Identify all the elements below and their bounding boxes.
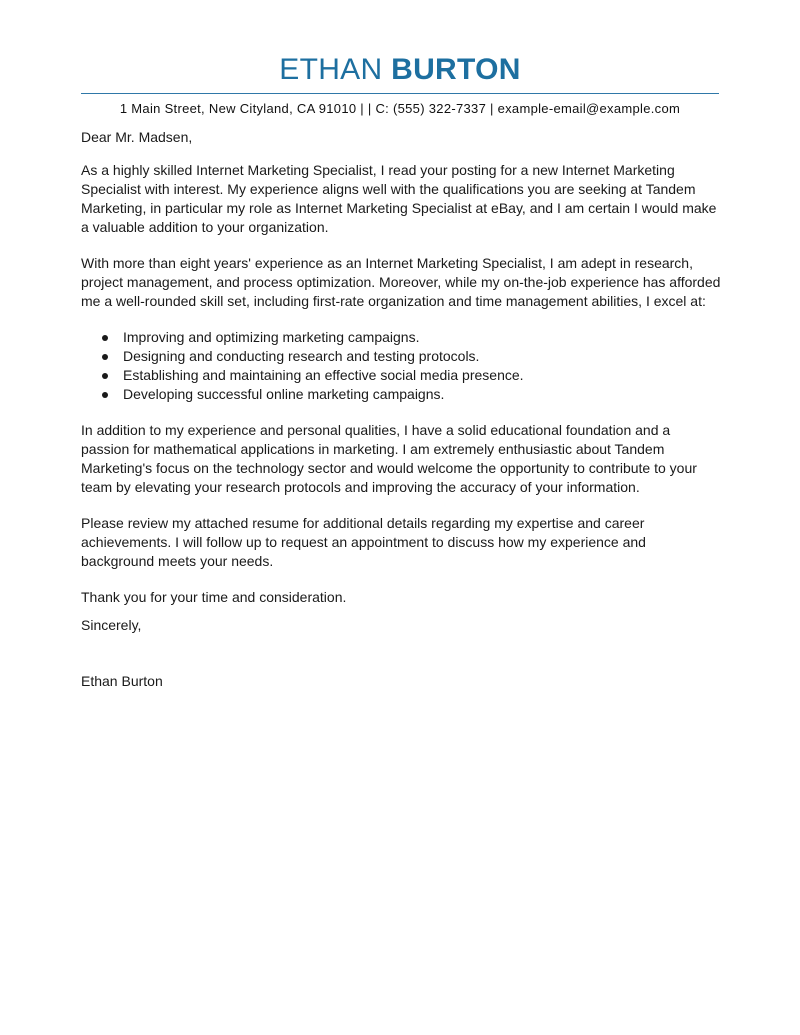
list-item-text: Improving and optimizing marketing campaigns. bbox=[123, 329, 420, 345]
list-item bbox=[81, 366, 721, 385]
skills-list bbox=[81, 328, 721, 404]
paragraph-experience: With more than eight years' experience as an Internet Marketing Specialist, I am adept in research, project management, and process optimization. Moreover, while my on-the-job experience has afforded me a well-rounded skill set, including first-rate organization and time management abilities, I excel at: bbox=[81, 255, 721, 309]
list-item bbox=[81, 385, 721, 404]
list-item-text: Designing and conducting research and testing protocols. bbox=[123, 348, 480, 364]
bullet-icon bbox=[102, 335, 108, 341]
bullet-icon bbox=[102, 373, 108, 379]
applicant-name-heading bbox=[81, 52, 719, 88]
paragraph-resume: Please review my attached resume for additional details regarding my expertise and career achievements. I will follow up to request an appointment to discuss how my experience and background meets your needs. bbox=[81, 515, 646, 569]
salutation: Dear Mr. Madsen, bbox=[81, 129, 193, 145]
contact-line: 1 Main Street, New Cityland, CA 91010 | | C: (555) 322-7337 | example-email@example.com bbox=[119, 101, 681, 116]
first-name: ETHAN bbox=[279, 53, 383, 86]
last-name: BURTON bbox=[391, 53, 521, 86]
letter-body bbox=[81, 128, 721, 691]
list-item bbox=[81, 347, 721, 366]
list-item bbox=[81, 328, 721, 347]
signature: Ethan Burton bbox=[81, 673, 163, 689]
paragraph-education: In addition to my experience and personal qualities, I have a solid educational foundation and a passion for mathematical applications in marketing. I am extremely enthusiastic about Tandem Marketing's focus on the technology sector and would welcome the opportunity to contribute to your team by elevating your research protocols and improving the accuracy of your information. bbox=[81, 422, 697, 495]
bullet-icon bbox=[102, 392, 108, 398]
closing-line: Sincerely, bbox=[81, 617, 142, 633]
header-divider bbox=[81, 93, 719, 94]
list-item-text: Developing successful online marketing campaigns. bbox=[123, 386, 445, 402]
list-item-text: Establishing and maintaining an effective social media presence. bbox=[123, 367, 524, 383]
bullet-icon bbox=[102, 354, 108, 360]
paragraph-intro: As a highly skilled Internet Marketing Specialist, I read your posting for a new Internet Marketing Specialist with interest. My experience aligns well with the qualifications you are seeking at Tandem Marketing, in particular my role as Internet Marketing Specialist at eBay, and I am certain I would make a valuable addition to your organization. bbox=[81, 162, 717, 235]
thanks-line: Thank you for your time and consideration. bbox=[81, 589, 347, 605]
